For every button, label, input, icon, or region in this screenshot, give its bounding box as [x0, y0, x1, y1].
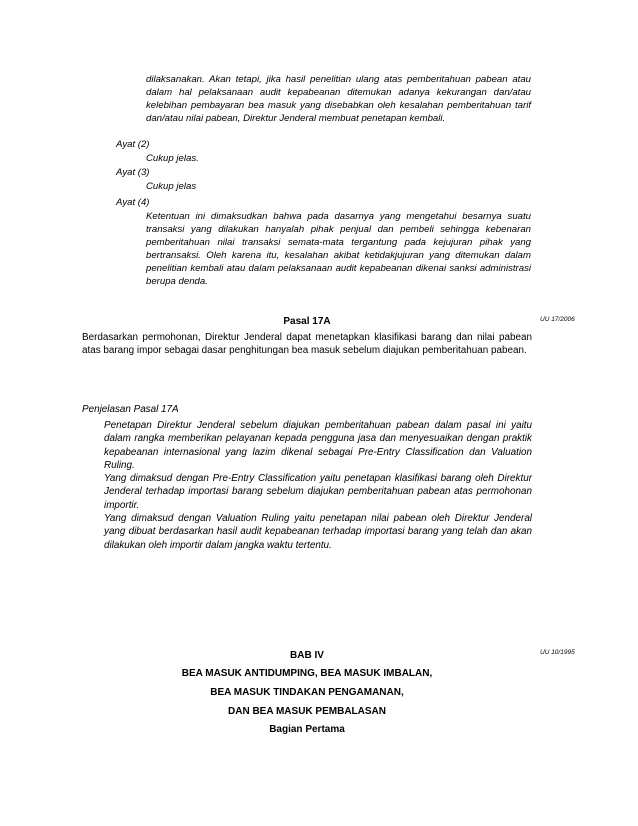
ayat-4-label: Ayat (4): [116, 197, 150, 208]
penjelasan-title: Penjelasan Pasal 17A: [82, 404, 179, 415]
bab-heading-line-2: BEA MASUK TINDAKAN PENGAMANAN,: [210, 687, 404, 698]
pasal-title: Pasal 17A: [283, 316, 331, 327]
bab-margin-note: UU 10/1995: [540, 649, 575, 656]
ayat-2-text: Cukup jelas.: [146, 153, 199, 164]
ayat-3-label: Ayat (3): [116, 167, 150, 178]
ayat-3-text: Cukup jelas: [146, 181, 197, 192]
penjelasan-paragraph-2: Yang dimaksud dengan Pre-Entry Classification yaitu penetapan klasifikasi barang oleh Direktur Jenderal terhadap importasi barang sebelum diajukan pemberitahuan pabean atas permohonan importir.: [104, 473, 532, 511]
pasal-paragraph: [82, 331, 532, 358]
ayat-4-text: Ketentuan ini dimaksudkan bahwa pada dasarnya yang mengetahui besarnya suatu transaksi yang dilakukan hanyalah pihak penjual dan pembeli sehingga kebenaran pemberitahuan nilai transaksi semata-mata tergantung pada kejujuran pihak yang bertransaksi. Oleh karena itu, kesalahan akibat ketidakjujuran yang ditemukan dalam penelitian kembali atau dalam pelaksanaan audit kepabeanan dikenai sanksi administrasi berupa denda.: [146, 211, 531, 287]
penjelasan-paragraph-1: Penetapan Direktur Jenderal sebelum diajukan pemberitahuan pabean dalam pasal ini yaitu dalam rangka memberikan pelayanan kepada pengguna jasa dan menyesuaikan dengan praktik kepabeanan internasional yang lazim dikenal sebagai Pre-Entry Classification dan Valuation Ruling.: [104, 420, 532, 471]
bab-heading-line-1: BEA MASUK ANTIDUMPING, BEA MASUK IMBALAN,: [181, 668, 433, 679]
ayat-4-paragraph: [146, 210, 531, 288]
penjelasan-body: [104, 419, 532, 552]
top-paragraph: [146, 73, 531, 125]
pasal-text: Berdasarkan permohonan, Direktur Jenderal dapat menetapkan klasifikasi barang dan nilai pabean atas barang impor sebagai dasar penghitungan bea masuk sebelum diajukan pemberitahuan pabean.: [82, 332, 532, 357]
bab-title: BAB IV: [290, 650, 324, 661]
pasal-margin-note: UU 17/2006: [540, 316, 575, 323]
bab-heading-line-3: DAN BEA MASUK PEMBALASAN: [228, 706, 386, 717]
penjelasan-paragraph-3: Yang dimaksud dengan Valuation Ruling yaitu penetapan nilai pabean oleh Direktur Jenderal yang dibuat berdasarkan hasil audit kepabeanan terhadap importasi barang yang telah dan akan dilakukan oleh importir dalam jangka waktu tertentu.: [104, 513, 532, 551]
top-paragraph-text: dilaksanakan. Akan tetapi, jika hasil penelitian ulang atas pemberitahuan pabean atau dalam hal pelaksanaan audit kepabeanan ditemukan adanya kekurangan dan/atau kelebihan pembayaran bea masuk yang disebabkan oleh kesalahan pemberitahuan tarif dan/atau nilai pabean, Direktur Jenderal membuat penetapan kembali.: [146, 74, 531, 124]
ayat-2-label: Ayat (2): [116, 139, 150, 150]
bagian-heading: Bagian Pertama: [269, 724, 345, 735]
